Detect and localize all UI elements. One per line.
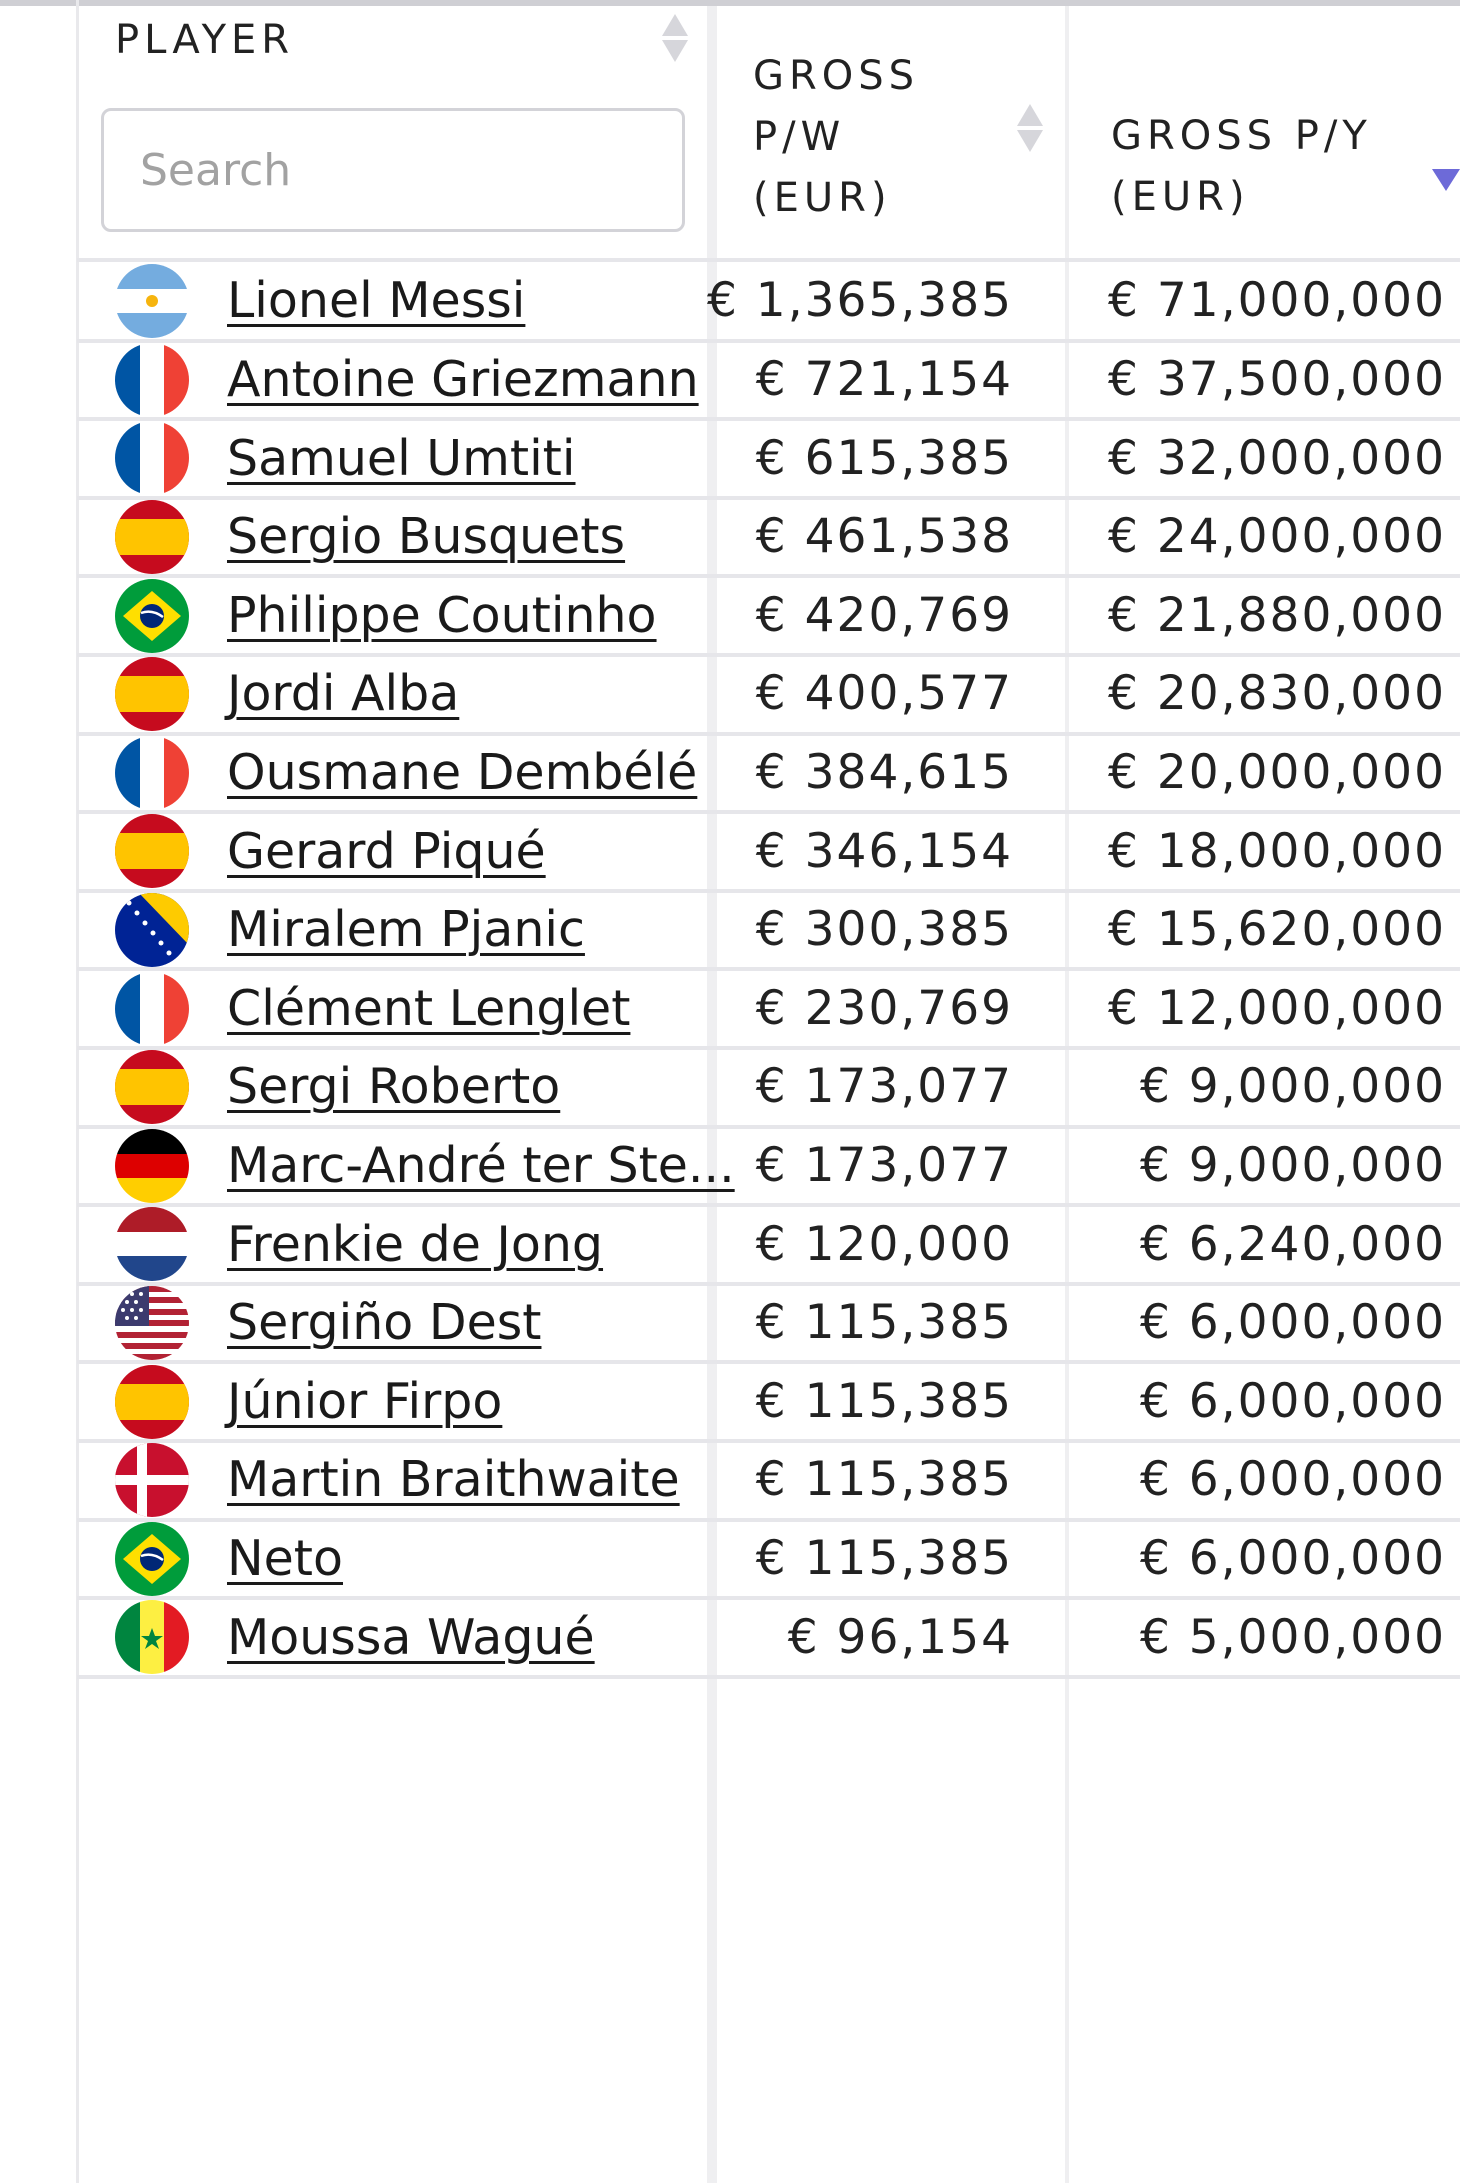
gross-py-value: € 32,000,000 [1108,430,1446,486]
gross-py-value: € 9,000,000 [1139,1137,1446,1193]
player-name-link[interactable]: Jordi Alba [227,665,460,723]
player-name-link[interactable]: Martin Braithwaite [227,1451,680,1509]
player-name-link[interactable]: Gerard Piqué [227,822,546,880]
table-row [77,734,1460,813]
table-row [77,812,1460,891]
spain-flag-icon [115,1050,189,1124]
row-separator [77,1675,1460,1679]
player-name-link[interactable]: Marc-André ter Ste... [227,1136,735,1194]
sort-toggle-player[interactable] [662,14,688,62]
table-row [77,576,1460,655]
germany-flag-icon [115,1129,189,1203]
gross-pw-value: € 96,154 [787,1609,1013,1665]
gross-pw-value: € 173,077 [755,1059,1013,1115]
player-name-link[interactable]: Philippe Coutinho [227,586,657,644]
gross-py-value: € 20,830,000 [1108,666,1446,722]
gross-pw-value: € 420,769 [755,587,1013,643]
spain-flag-icon [115,500,189,574]
brazil-flag-icon [115,579,189,653]
table-row [77,1362,1460,1441]
table-row [77,891,1460,970]
gross-py-value: € 5,000,000 [1139,1609,1446,1665]
table-row [77,1048,1460,1127]
france-flag-icon [115,736,189,810]
sort-down-icon [1017,130,1043,152]
header-player[interactable]: PLAYER [115,17,295,63]
player-name-link[interactable]: Sergio Busquets [227,508,626,566]
gross-py-value: € 12,000,000 [1108,980,1446,1036]
usa-flag-icon [115,1286,189,1360]
spain-flag-icon [115,1365,189,1439]
table-row [77,262,1460,341]
sort-up-icon [662,14,688,36]
france-flag-icon [115,343,189,417]
gross-py-value: € 20,000,000 [1108,744,1446,800]
player-name-link[interactable]: Júnior Firpo [227,1372,503,1430]
sort-up-icon [1017,104,1043,126]
player-name-link[interactable]: Ousmane Dembélé [227,743,698,801]
table-row [77,969,1460,1048]
france-flag-icon [115,972,189,1046]
gross-py-value: € 6,000,000 [1139,1373,1446,1429]
gross-py-value: € 18,000,000 [1108,823,1446,879]
gross-py-value: € 71,000,000 [1108,273,1446,329]
gross-py-value: € 21,880,000 [1108,587,1446,643]
header-gross-pw[interactable]: GROSS P/W (EUR) [753,53,920,221]
gross-pw-value: € 120,000 [755,1216,1013,1272]
player-name-link[interactable]: Neto [227,1529,343,1587]
gross-py-value: € 6,240,000 [1139,1216,1446,1272]
player-name-link[interactable]: Sergi Roberto [227,1058,561,1116]
player-name-link[interactable]: Miralem Pjanic [227,901,585,959]
gross-py-value: € 6,000,000 [1139,1530,1446,1586]
gross-pw-value: € 615,385 [755,430,1013,486]
table-row [77,655,1460,734]
sort-toggle-gross-pw[interactable] [1017,104,1043,152]
player-name-link[interactable]: Samuel Umtiti [227,429,576,487]
gross-pw-value: € 115,385 [755,1373,1013,1429]
gross-py-value: € 9,000,000 [1139,1059,1446,1115]
player-name-link[interactable]: Antoine Griezmann [227,350,699,408]
gross-pw-value: € 721,154 [755,351,1013,407]
denmark-flag-icon [115,1443,189,1517]
gross-py-value: € 6,000,000 [1139,1295,1446,1351]
gross-pw-value: € 230,769 [755,980,1013,1036]
table-row [77,341,1460,420]
bosnia-flag-icon [115,893,189,967]
table-row [77,1598,1460,1677]
table-row [77,1441,1460,1520]
player-search-input[interactable] [101,108,685,232]
gross-pw-value: € 1,365,385 [706,273,1013,329]
spain-flag-icon [115,814,189,888]
gross-pw-value: € 115,385 [755,1452,1013,1508]
table-row [77,1127,1460,1206]
table-row [77,1520,1460,1599]
senegal-flag-icon [115,1600,189,1674]
player-name-link[interactable]: Frenkie de Jong [227,1215,604,1273]
gross-pw-value: € 300,385 [755,902,1013,958]
gross-pw-value: € 461,538 [755,509,1013,565]
brazil-flag-icon [115,1522,189,1596]
gross-pw-value: € 115,385 [755,1530,1013,1586]
gross-py-value: € 6,000,000 [1139,1452,1446,1508]
header-gross-py[interactable]: GROSS P/Y (EUR) [1111,113,1372,220]
sort-descending-icon[interactable] [1432,169,1460,191]
table-header [77,6,1460,258]
gross-py-value: € 24,000,000 [1108,509,1446,565]
gross-pw-value: € 115,385 [755,1295,1013,1351]
table-row [77,419,1460,498]
player-name-link[interactable]: Moussa Wagué [227,1608,595,1666]
table-row [77,1284,1460,1363]
table-row [77,498,1460,577]
gross-pw-value: € 384,615 [755,744,1013,800]
player-name-link[interactable]: Lionel Messi [227,272,526,330]
gross-py-value: € 37,500,000 [1108,351,1446,407]
argentina-flag-icon [115,264,189,338]
gross-pw-value: € 400,577 [755,666,1013,722]
netherlands-flag-icon [115,1207,189,1281]
gross-pw-value: € 173,077 [755,1137,1013,1193]
spain-flag-icon [115,657,189,731]
table-row [77,1205,1460,1284]
gross-py-value: € 15,620,000 [1108,902,1446,958]
player-name-link[interactable]: Sergiño Dest [227,1294,542,1352]
sort-down-icon [662,40,688,62]
gross-pw-value: € 346,154 [755,823,1013,879]
france-flag-icon [115,421,189,495]
player-name-link[interactable]: Clément Lenglet [227,979,631,1037]
